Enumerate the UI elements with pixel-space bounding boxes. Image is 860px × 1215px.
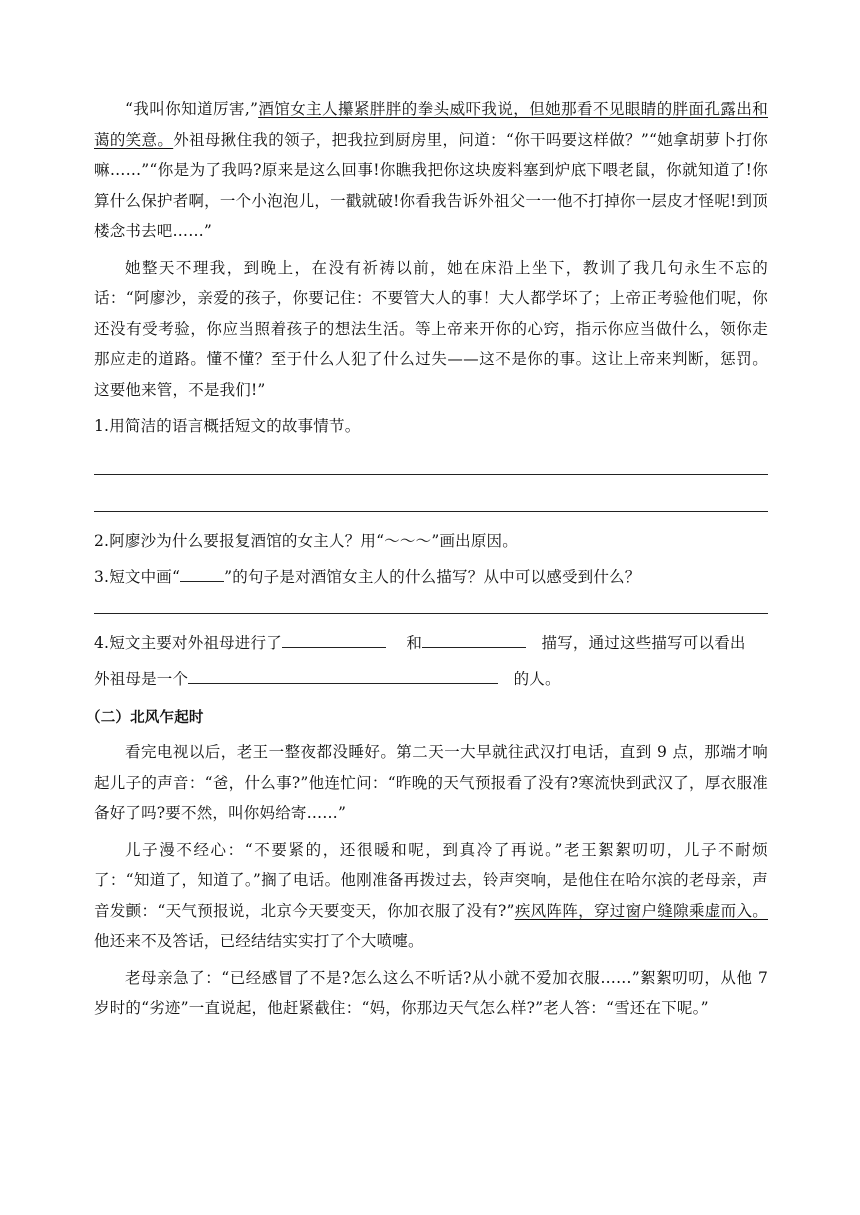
- question-4-part-b: 和: [406, 633, 423, 652]
- passage1-paragraph1-rest: 外祖母揪住我的领子，把我拉到厨房里，问道：“你干吗要这样做？”“她拿胡萝卜打你嘛……”“你是为了我吗?原来是这么回事!你瞧我把你这块废料塞到炉底下喂老鼠，你就知道了!你算什么保护者啊，一个小泡泡儿，一戳就破!你看我告诉外祖父一一他不打掉你一层皮才怪呢!到顶楼念书去吧……”: [94, 130, 768, 240]
- section2-paragraph1: 看完电视以后，老王一整夜都没睡好。第二天一大早就往武汉打电话，直到 9 点，那端才响起儿子的声音：“爸，什么事?”他连忙问：“昨晚的天气预报看了没有?寒流快到武汉了，厚衣服准备好了吗?要不然，叫你妈给寄……”: [94, 743, 768, 822]
- question-1: 1.用简洁的语言概括短文的故事情节。: [94, 417, 361, 435]
- section2-paragraph2-part-b: 他还来不及答话，已经结结实实打了个大喷嚏。: [94, 932, 424, 950]
- question-3: [94, 562, 768, 593]
- question-4-part-d: 外祖母是一个: [94, 670, 189, 688]
- section2-underlined-sentence: 疾风阵阵，穿过窗户缝隙乘虚而入。: [514, 901, 768, 920]
- section2-paragraph3: 老母亲急了：“已经感冒了不是?怎么这么不听话?从小就不爱加衣服……”絮絮叨叨，从他 7 岁时的“劣迹”一直说起，他赶紧截住：“妈，你那边天气怎么样?”老人答：“雪还在下呢。”: [94, 968, 768, 1017]
- question-3-part-a: 3.短文中画“: [94, 568, 181, 586]
- section-2-title: （二）北风乍起时: [86, 709, 204, 726]
- section2-paragraph2: [94, 835, 768, 957]
- passage1-paragraph2: 她整天不理我，到晚上，在没有祈祷以前，她在床沿上坐下，教训了我几句永生不忘的话：“阿廖沙，亲爱的孩子，你要记住：不要管大人的事！大人都学坏了；上帝正考验他们呢，你还没有受考验，你应当照着孩子的想法生活。等上帝来开你的心窍，指示你应当做什么，领你走那应走的道路。懂不懂？至于什么人犯了什么过失——这不是你的事。这让上帝来判断，惩罚。这要他来管，不是我们!”: [94, 258, 768, 399]
- passage1-underlined-sentence: 酒馆女主人攥紧胖胖的拳头威吓我说，但她那看不见眼睛的胖面孔露出和蔼的笑意。: [94, 100, 768, 149]
- document-content: [86, 94, 768, 1030]
- question-2: 2.阿廖沙为什么要报复酒馆的女主人？用“～～～”画出原因。: [94, 531, 518, 550]
- question-4-line1: [94, 628, 768, 659]
- question-4-part-e: 的人。: [513, 670, 561, 688]
- passage1-paragraph1: [94, 94, 768, 247]
- answer-blank-q4-3[interactable]: [188, 669, 498, 684]
- question-4-part-c: 描写，通过这些描写可以看出: [541, 633, 746, 652]
- question-4-part-a: 4.短文主要对外祖母进行了: [94, 633, 282, 652]
- passage1-quote-open: “我叫你知道厉害,”: [125, 100, 259, 118]
- underline-sample-blank: [180, 567, 224, 582]
- section2-paragraph2-part-a: 儿子漫不经心：“不要紧的，还很暖和呢，到真冷了再说。”老王絮絮叨叨，儿子不耐烦了：“知道了，知道了。”搁了电话。他刚准备再拨过去，铃声突响，是他住在哈尔滨的老母亲，声音发颤：“天气预报说，北京今天要变天，你加衣服了没有?”: [94, 840, 768, 920]
- question-4-line2: [94, 664, 768, 695]
- answer-blank-q4-1[interactable]: [282, 633, 386, 648]
- answer-blank-q4-2[interactable]: [422, 633, 526, 648]
- question-3-part-b: ”的句子是对酒馆女主人的什么描写？从中可以感受到什么？: [224, 568, 641, 586]
